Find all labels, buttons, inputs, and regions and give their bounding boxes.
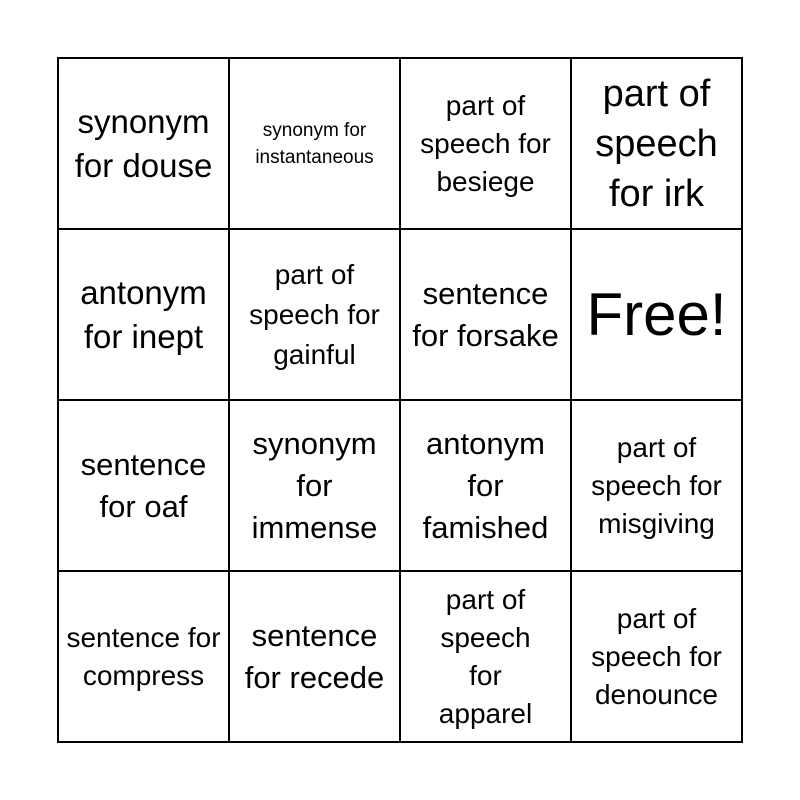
bingo-cell-r1c2[interactable]	[230, 59, 401, 230]
cell-text: sentence for forsake	[412, 275, 559, 353]
bingo-cell-r2c2[interactable]	[230, 230, 401, 401]
bingo-cell-r4c3[interactable]	[401, 572, 572, 743]
cell-text: antonym for famished	[422, 425, 549, 545]
bingo-cell-r4c2[interactable]	[230, 572, 401, 743]
bingo-cell-r3c3[interactable]	[401, 401, 572, 572]
cell-text: sentence for oaf	[80, 446, 207, 524]
cell-text: sentence for recede	[244, 617, 385, 695]
bingo-board	[57, 57, 743, 743]
bingo-cell-r1c3[interactable]	[401, 59, 572, 230]
cell-text: synonym for immense	[251, 425, 378, 545]
bingo-cell-r4c4[interactable]	[572, 572, 743, 743]
cell-text: synonym for instantaneous	[255, 119, 374, 168]
bingo-cell-r3c2[interactable]	[230, 401, 401, 572]
cell-text: antonym for inept	[80, 273, 207, 355]
cell-text: part of speech for apparel	[438, 583, 533, 729]
cell-text: synonym for douse	[74, 102, 213, 184]
free-space-label: Free!	[586, 280, 727, 348]
bingo-cell-r3c1[interactable]	[59, 401, 230, 572]
bingo-free-cell[interactable]	[572, 230, 743, 401]
bingo-cell-r2c1[interactable]	[59, 230, 230, 401]
cell-text: part of speech for besiege	[420, 89, 551, 197]
bingo-cell-r1c1[interactable]	[59, 59, 230, 230]
bingo-cell-r3c4[interactable]	[572, 401, 743, 572]
cell-text: part of speech for denounce	[591, 602, 722, 710]
bingo-cell-r1c4[interactable]	[572, 59, 743, 230]
cell-text: part of speech for irk	[595, 72, 718, 215]
cell-text: part of speech for gainful	[249, 258, 380, 370]
bingo-cell-r2c3[interactable]	[401, 230, 572, 401]
cell-text: sentence for compress	[66, 621, 221, 691]
bingo-cell-r4c1[interactable]	[59, 572, 230, 743]
cell-text: part of speech for misgiving	[591, 431, 722, 539]
